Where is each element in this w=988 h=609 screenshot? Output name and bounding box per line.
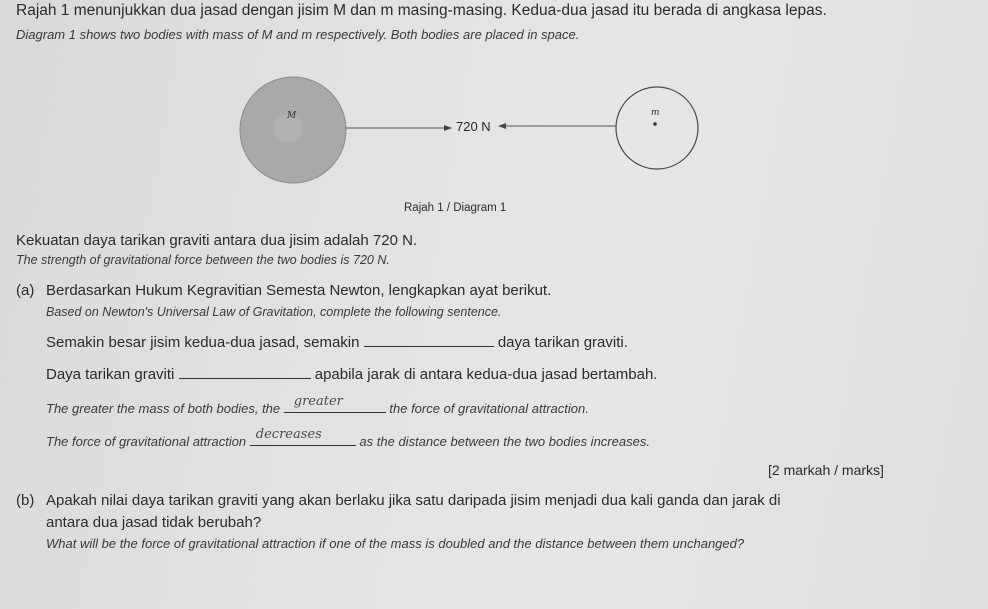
label-M: M — [287, 111, 297, 121]
header-malay: Rajah 1 menunjukkan dua jasad dengan jisim M dan m masing-masing. Kedua-dua jasad itu berada di angkasa lepas. — [16, 2, 827, 19]
force-label: 720 N — [456, 119, 491, 134]
part-b-question-english: What will be the force of gravitational attraction if one of the mass is doubled and the distance between them unchanged? — [46, 536, 745, 551]
diagram-caption: Rajah 1 / Diagram 1 — [404, 202, 507, 214]
answer-blank-2-malay[interactable] — [179, 366, 311, 379]
sentence-1-english-before: The greater the mass of both bodies, the — [46, 401, 281, 416]
answer-blank-2-english[interactable] — [250, 427, 356, 446]
part-b-question-malay-line1: Apakah nilai daya tarikan graviti yang akan berlaku jika satu daripada jisim menjadi dua kali ganda dan jarak di — [46, 492, 781, 509]
sentence-2-english — [46, 427, 650, 449]
sentence-1-english — [46, 394, 589, 416]
answer-blank-1-malay[interactable] — [364, 334, 494, 347]
sentence-2-malay-after: apabila jarak di antara kedua-dua jasad bertambah. — [314, 366, 658, 383]
sentence-1-malay-before: Semakin besar jisim kedua-dua jasad, semakin — [46, 334, 360, 351]
part-a-number: (a) — [16, 282, 35, 299]
arrowhead-right-icon — [444, 125, 452, 131]
handwritten-answer-greater: greater — [293, 394, 343, 409]
mass-m-center-dot — [653, 122, 657, 126]
sentence-1-malay-after: daya tarikan graviti. — [497, 334, 628, 351]
sentence-1-english-after: the force of gravitational attraction. — [389, 401, 589, 416]
sentence-2-malay-before: Daya tarikan graviti — [46, 366, 175, 383]
header-english: Diagram 1 shows two bodies with mass of M and m respectively. Both bodies are placed in space. — [16, 27, 580, 42]
part-b-question-malay-line2: antara dua jasad tidak berubah? — [46, 514, 262, 531]
intro-english: The strength of gravitational force between the two bodies is 720 N. — [16, 253, 390, 267]
sentence-2-english-after: as the distance between the two bodies increases. — [359, 434, 650, 449]
arrowhead-left-icon — [498, 123, 506, 129]
part-a-marks: [2 markah / marks] — [768, 462, 884, 478]
handwritten-answer-decreases: decreases — [255, 427, 322, 442]
mass-m-body — [616, 87, 698, 169]
part-a-instruction-english: Based on Newton's Universal Law of Gravitation, complete the following sentence. — [46, 305, 502, 319]
part-b-number: (b) — [16, 492, 35, 509]
label-m: m — [651, 108, 660, 118]
sentence-2-malay — [46, 366, 657, 383]
answer-blank-1-english[interactable] — [284, 394, 386, 413]
sentence-1-malay — [46, 334, 628, 351]
part-a-instruction-malay: Berdasarkan Hukum Kegravitian Semesta Newton, lengkapkan ayat berikut. — [46, 282, 552, 299]
sentence-2-english-before: The force of gravitational attraction — [46, 434, 247, 449]
intro-malay: Kekuatan daya tarikan graviti antara dua jisim adalah 720 N. — [16, 232, 418, 249]
